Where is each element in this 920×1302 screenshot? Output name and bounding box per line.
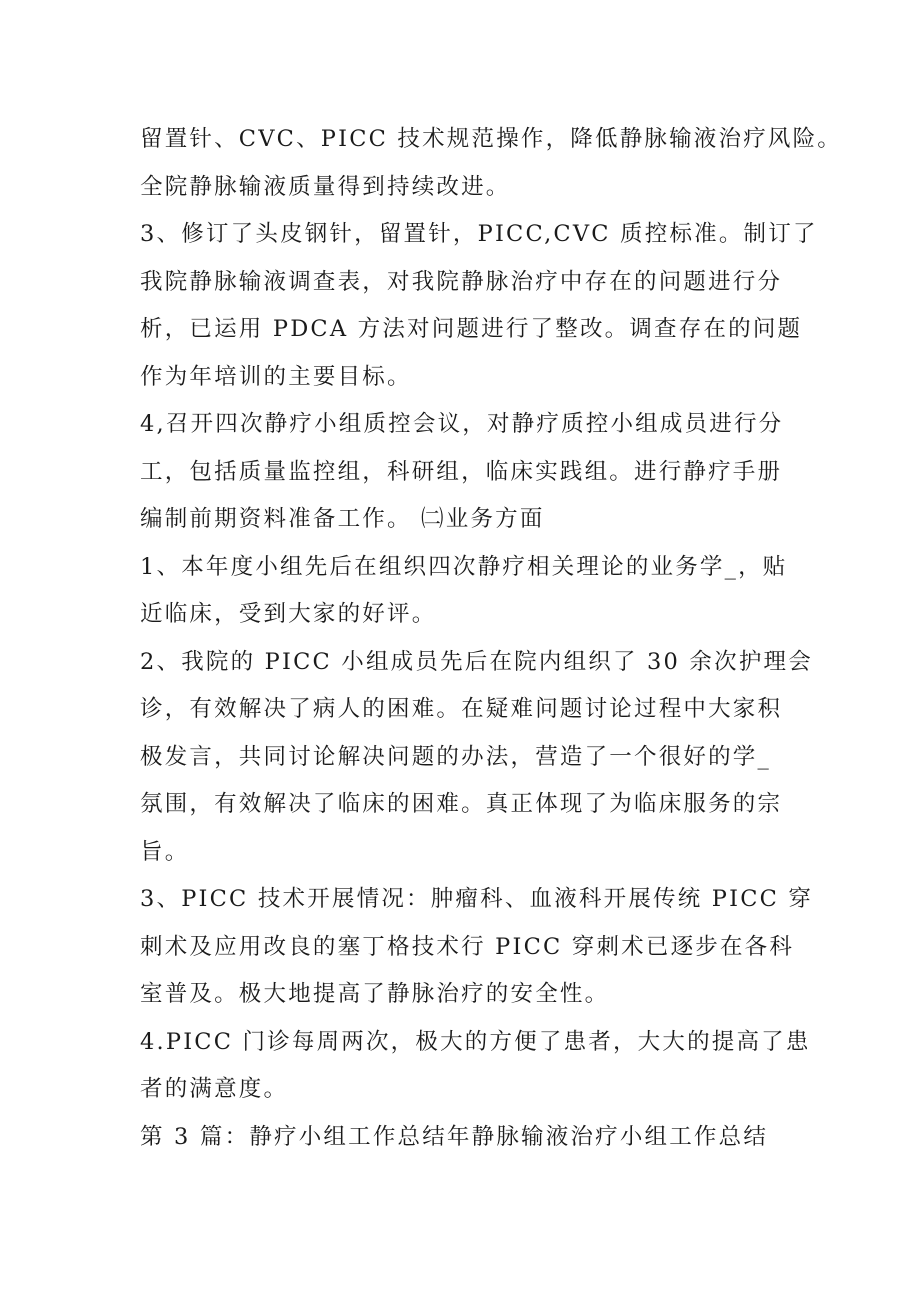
text-line: 3、PICC 技术开展情况：肿瘤科、血液科开展传统 PICC 穿 xyxy=(140,886,814,912)
text-line: 我院静脉输液调查表，对我院静脉治疗中存在的问题进行分 xyxy=(140,268,783,295)
text-line: 全院静脉输液质量得到持续改进。 xyxy=(140,173,511,200)
text-line: 室普及。极大地提高了静脉治疗的安全性。 xyxy=(140,981,610,1007)
text-line: 近临床，受到大家的好评。 xyxy=(140,601,437,627)
text-line: 3、修订了头皮钢针，留置针，PICC,CVC 质控标准。制订了 xyxy=(140,221,818,247)
text-line: 诊，有效解决了病人的困难。在疑难问题讨论过程中大家积 xyxy=(140,696,783,722)
text-line: 作为年培训的主要目标。 xyxy=(140,363,412,390)
text-line: 者的满意度。 xyxy=(140,1076,289,1102)
text-line: 1、本年度小组先后在组织四次静疗相关理论的业务学_，贴 xyxy=(140,553,788,580)
text-line: 刺术及应用改良的塞丁格技术行 PICC 穿刺术已逐步在各科 xyxy=(140,933,795,960)
text-line: 析，已运用 PDCA 方法对问题进行了整改。调查存在的问题 xyxy=(140,316,803,342)
section-heading: 第 3 篇：静疗小组工作总结年静脉输液治疗小组工作总结 xyxy=(140,1123,769,1150)
text-line: 极发言，共同讨论解决问题的办法，营造了一个很好的学_ xyxy=(140,743,771,770)
text-line: 工，包括质量监控组，科研组，临床实践组。进行静疗手册 xyxy=(140,458,783,485)
text-line: 留置针、CVC、PICC 技术规范操作，降低静脉输液治疗风险。 xyxy=(140,126,842,152)
text-line: 4,召开四次静疗小组质控会议，对静疗质控小组成员进行分 xyxy=(140,411,784,437)
text-line: 4.PICC 门诊每周两次，极大的方便了患者，大大的提高了患 xyxy=(140,1028,811,1055)
text-line: 2、我院的 PICC 小组成员先后在院内组织了 30 余次护理会 xyxy=(140,648,813,675)
text-line: 氛围，有效解决了临床的困难。真正体现了为临床服务的宗 xyxy=(140,791,783,817)
document-body xyxy=(140,116,842,1161)
text-line: 编制前期资料准备工作。 ㈡业务方面 xyxy=(140,506,545,532)
text-line: 旨。 xyxy=(140,838,190,865)
